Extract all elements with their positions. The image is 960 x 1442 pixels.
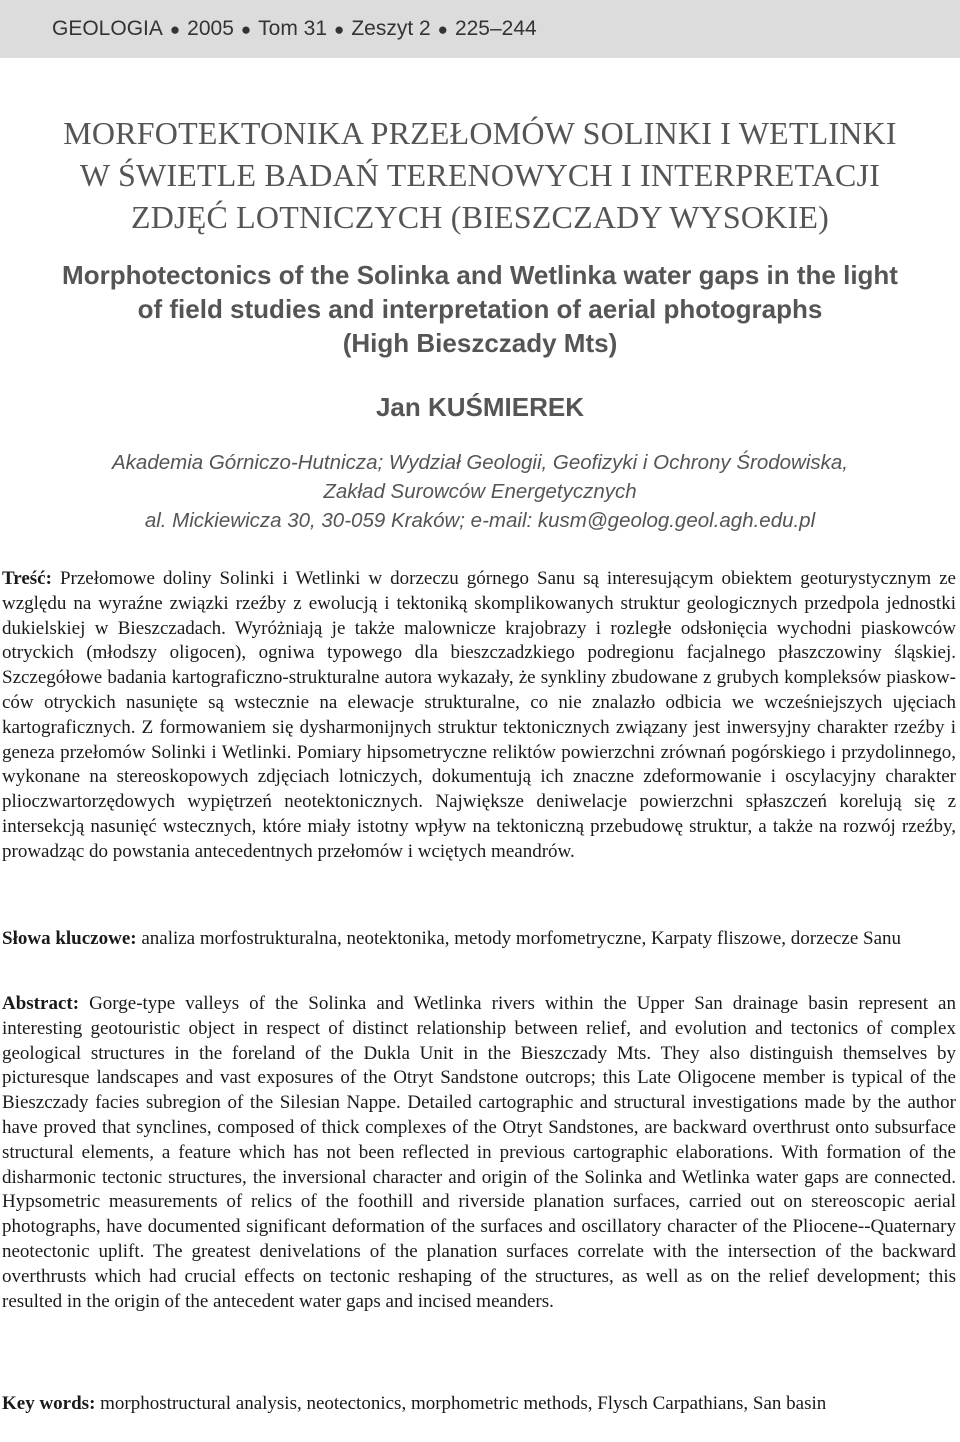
author-name: Jan KUŚMIEREK <box>375 392 585 422</box>
bullet-icon: ● <box>437 20 448 39</box>
keywords-english <box>0 1392 960 1417</box>
affiliation-line: Akademia Górniczo-Hutnicza; Wydział Geologii, Geofizyki i Ochrony Środowiska, <box>112 451 848 474</box>
bullet-icon: ● <box>240 20 252 39</box>
title-english <box>0 258 960 360</box>
abstract-english <box>0 992 960 1314</box>
journal-pages: 225–244 <box>454 17 537 40</box>
journal-header <box>0 0 960 58</box>
abstract-polish-text: Przełomowe doliny Solinki i Wetlinki w dorzeczu górnego Sanu są interesującym obiektem geoturystycznym ze względu na wyraźne związki rzeźby z ewolucją i tektoniką skomplikowanych struktur geologicznych przedpola jednostki dukielskiej w Bieszczadach. Wyróżniają je także malownicze krajobrazy i rozległe odsłonięcia wychodni piaskowców otryckich (młodszy oligocen), ogniwa typowego dla bieszczadzkiego podregionu facjalnego płaszczowiny śląskiej. Szczegółowe badania kartograficzno-strukturalne autora wykazały, że synkliny zbudowane z grubych kompleksów piaskowców otryckich nasunięte są wstecznie na elewacje strukturalne, co nie znalazło odbicia we wcześniejszych ujęciach kartograficznych. Z formowaniem się dysharmonijnych struktur tektonicznych związany jest inwersyjny charakter rzeźby i geneza przełomów Solinki i Wetlinki. Pomiary hipsometryczne reliktów powierzchni zrównań pogórskiego i przydolinnego, wykonane na stereoskopowych zdjęciach lotniczych, dokumentują ich znaczne zdeformowanie i oscylacyjny charakter plioczwartorzędowych wypiętrzeń neotektonicznych. Największe deniwelacje powierzchni spłaszczeń korelują się z intersekcją nasunięć wstecznych, które miały istotny wpływ na tektoniczną przebudowę struktur, a także na rozwój rzeźby, prowadząc do powstania antecedentnych przełomów i wciętych meandrów. <box>2 568 956 862</box>
abstract-polish-label: Treść: <box>2 568 52 589</box>
title-polish-line: ZDJĘĆ LOTNICZYCH (BIESZCZADY WYSOKIE) <box>130 199 829 235</box>
journal-name: GEOLOGIA <box>52 17 163 40</box>
title-polish-line: MORFOTEKTONIKA PRZEŁOMÓW SOLINKI I WETLINKI <box>63 115 897 151</box>
journal-year: 2005 <box>187 17 234 40</box>
title-polish <box>0 112 960 238</box>
bullet-icon: ● <box>169 20 181 39</box>
affiliation-line: Zakład Surowców Energetycznych <box>323 480 637 503</box>
title-english-line: Morphotectonics of the Solinka and Wetlinka water gaps in the light <box>62 260 898 290</box>
title-english-line: of field studies and interpretation of aerial photographs <box>137 294 823 324</box>
abstract-polish <box>0 567 960 865</box>
keywords-polish-text: analiza morfostrukturalna, neotektonika, metody morfometryczne, Karpaty fliszowe, dorzecze Sanu <box>136 928 902 949</box>
abstract-english-label: Abstract: <box>2 993 80 1014</box>
keywords-english-label: Key words: <box>2 1393 96 1414</box>
keywords-english-text: morphostructural analysis, neotectonics, morphometric methods, Flysch Carpathians, San basin <box>95 1393 827 1414</box>
journal-issue: Zeszyt 2 <box>351 17 431 40</box>
keywords-polish <box>0 927 960 952</box>
title-polish-line: W ŚWIETLE BADAŃ TERENOWYCH I INTERPRETACJI <box>79 157 881 193</box>
affiliation-line: al. Mickiewicza 30, 30-059 Kraków; e-mail: kusm@geolog.geol.agh.edu.pl <box>144 509 816 532</box>
title-english-line: (High Bieszczady Mts) <box>342 328 618 358</box>
author-affiliation <box>0 448 960 535</box>
keywords-polish-label: Słowa kluczowe: <box>2 928 137 949</box>
abstract-english-text: Gorge-type valleys of the Solinka and Wetlinka rivers within the Upper San drainage basin represent an interesting geotouristic object in respect of distinct relationship between relief, and evolution and tectonics of complex geological structures in the foreland of the Dukla Unit in the Bieszczady Mts. They also distinguish themselves by picturesque landscapes and vast exposures of the Otryt Sandstone outcrops; this Late Oligocene member is typical of the Bieszczady facies subregion of the Silesian Nappe. Detailed cartographic and structural investigations made by the author have proved that synclines, composed of thick complexes of the Otryt Sandstones, are backward overthrust onto subsurface structural elements, a feature which has not been reflected in previous cartographic elaborations. With formation of the disharmonic tectonic structures, the inversional character and origin of the Solinka and Wetlinka water gaps are connected. Hypsometric measurements of relics of the foothill and riverside planation surfaces, carried out on stereoscopic aerial photographs, have documented significant deformation of the surfaces and oscillatory character of the Pliocene--Quaternary neotectonic uplift. The greatest denivelations of the planation surfaces correlate with the intersection of the backward overthrusts which had crucial effects on tectonic reshaping of the structures, as well as on the relief development; this resulted in the origin of the antecedent water gaps and incised meanders. <box>2 993 956 1312</box>
journal-volume: Tom 31 <box>258 17 328 40</box>
bullet-icon: ● <box>334 20 345 39</box>
